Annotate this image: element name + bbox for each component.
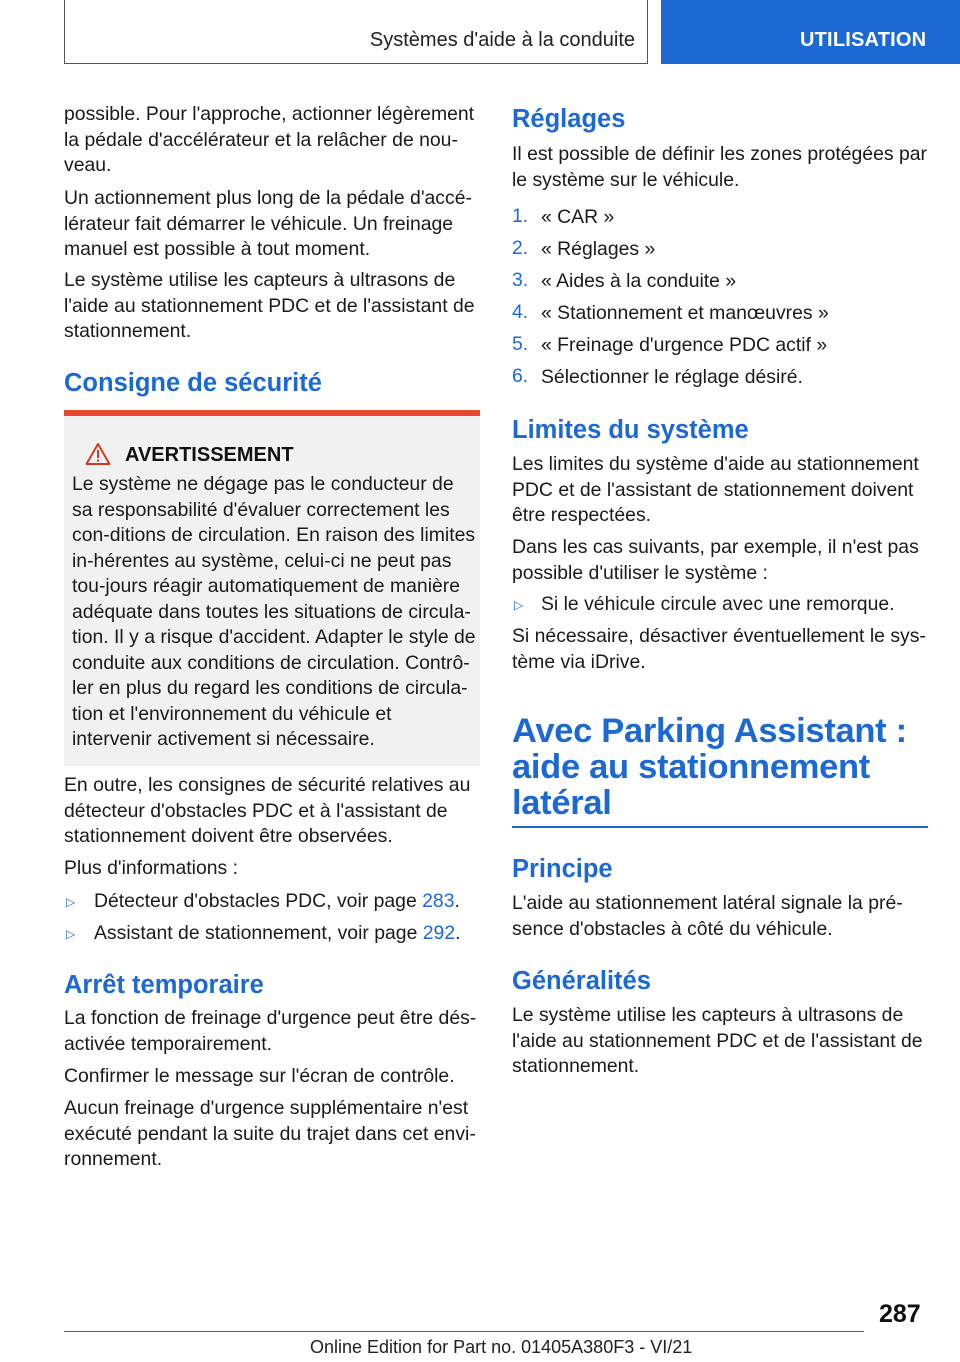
page-number: 287 xyxy=(879,1300,921,1328)
list-item-text: Détecteur d'obstacles PDC, voir page xyxy=(94,890,423,912)
step-number: 5. xyxy=(512,333,529,355)
right-paragraph-3: Dans les cas suivants, par exemple, il n'est pas possible d'utiliser le système : xyxy=(512,536,919,584)
step-number: 3. xyxy=(512,269,529,291)
header-tab-label: UTILISATION xyxy=(800,29,927,51)
left-paragraph-8: Aucun freinage d'urgence supplémentaire n'est exécuté pendant la suite du trajet dans cet envi-ronnement. xyxy=(64,1097,476,1170)
step-text: « Freinage d'urgence PDC actif » xyxy=(541,334,828,356)
warning-triangle-icon xyxy=(85,442,111,466)
footer-rule xyxy=(64,1331,864,1332)
bullet-triangle-icon: ▷ xyxy=(66,927,76,941)
step-text: « Stationnement et manœuvres » xyxy=(541,302,829,324)
step-text: « Réglages » xyxy=(541,238,656,260)
heading-parking-assistant: Avec Parking Assistant : aide au stationnement latéral xyxy=(512,712,907,822)
left-paragraph-4: En outre, les consignes de sécurité relatives au détecteur d'obstacles PDC et à l'assistant de stationnement doivent être observées. xyxy=(64,774,471,847)
list-item: Si le véhicule circule avec une remorque. xyxy=(541,593,895,615)
list-item-end: . xyxy=(455,922,461,944)
step-text: « Aides à la conduite » xyxy=(541,270,737,292)
right-paragraph-4: Si nécessaire, désactiver éventuellement le sys-tème via iDrive. xyxy=(512,625,926,673)
header-section-title: Systèmes d'aide à la conduite xyxy=(369,29,635,51)
left-paragraph-3: Le système utilise les capteurs à ultrasons de l'aide au stationnement PDC et de l'assistant de stationnement. xyxy=(64,269,475,342)
right-paragraph-6: Le système utilise les capteurs à ultrasons de l'aide au stationnement PDC et de l'assistant de stationnement. xyxy=(512,1004,923,1077)
list-item xyxy=(94,921,480,947)
step-text: Sélectionner le réglage désiré. xyxy=(541,366,803,388)
heading-temporary-stop: Arrêt temporaire xyxy=(64,971,264,999)
list-item-text: Assistant de stationnement, voir page xyxy=(94,922,423,944)
step-number: 4. xyxy=(512,301,529,323)
right-paragraph-5: L'aide au stationnement latéral signale la pré-sence d'obstacles à côté du véhicule. xyxy=(512,892,903,940)
heading-safety: Consigne de sécurité xyxy=(64,369,322,397)
left-paragraph-7: Confirmer le message sur l'écran de contrôle. xyxy=(64,1065,455,1087)
left-paragraph-6: La fonction de freinage d'urgence peut être dés-activée temporairement. xyxy=(64,1007,477,1055)
right-paragraph-1: Il est possible de définir les zones protégées par le système sur le véhicule. xyxy=(512,143,927,191)
bullet-triangle-icon: ▷ xyxy=(514,598,524,612)
heading-system-limits: Limites du système xyxy=(512,416,749,444)
bullet-triangle-icon: ▷ xyxy=(66,895,76,909)
step-number: 1. xyxy=(512,205,529,227)
header-section-box xyxy=(64,0,648,64)
warning-title: AVERTISSEMENT xyxy=(125,444,294,466)
warning-box xyxy=(64,410,480,766)
left-paragraph-1: possible. Pour l'approche, actionner légèrement la pédale d'accélérateur et la relâcher de nou-veau. xyxy=(64,103,475,176)
page-link-292[interactable]: 292 xyxy=(422,922,456,944)
left-paragraph-2: Un actionnement plus long de la pédale d'accé-lérateur fait démarrer le véhicule. Un freinage manuel est possible à tout moment. xyxy=(64,187,472,260)
list-item xyxy=(94,889,480,915)
left-paragraph-5: Plus d'informations : xyxy=(64,857,238,879)
heading-settings: Réglages xyxy=(512,105,626,133)
heading-underline xyxy=(512,826,928,828)
heading-general: Généralités xyxy=(512,967,651,995)
page-link-283[interactable]: 283 xyxy=(422,890,455,912)
step-number: 2. xyxy=(512,237,529,259)
heading-principle: Principe xyxy=(512,855,613,883)
list-item-end: . xyxy=(454,890,460,912)
footer-edition: Online Edition for Part no. 01405A380F3 - VI/21 xyxy=(310,1337,693,1357)
warning-text: Le système ne dégage pas le conducteur de sa responsabilité d'évaluer correctement les con-ditions de circulation. En raison des limites in-hérentes au système, celui-ci ne peut pas tou-jours réagir automatiquement de manière adéquate dans toutes les situations de circula-tion. Il y a risque d'accident. Adapter le style de conduite aux conditions de circulation. Contrô-ler en plus du regard les conditions de circula-tion et l'environnement du véhicule et intervenir activement si nécessaire. xyxy=(72,473,476,750)
header-tab[interactable] xyxy=(661,0,960,64)
right-paragraph-2: Les limites du système d'aide au stationnement PDC et de l'assistant de stationnement doivent être respectées. xyxy=(512,453,919,526)
step-text: « CAR » xyxy=(541,206,615,228)
step-number: 6. xyxy=(512,365,529,387)
